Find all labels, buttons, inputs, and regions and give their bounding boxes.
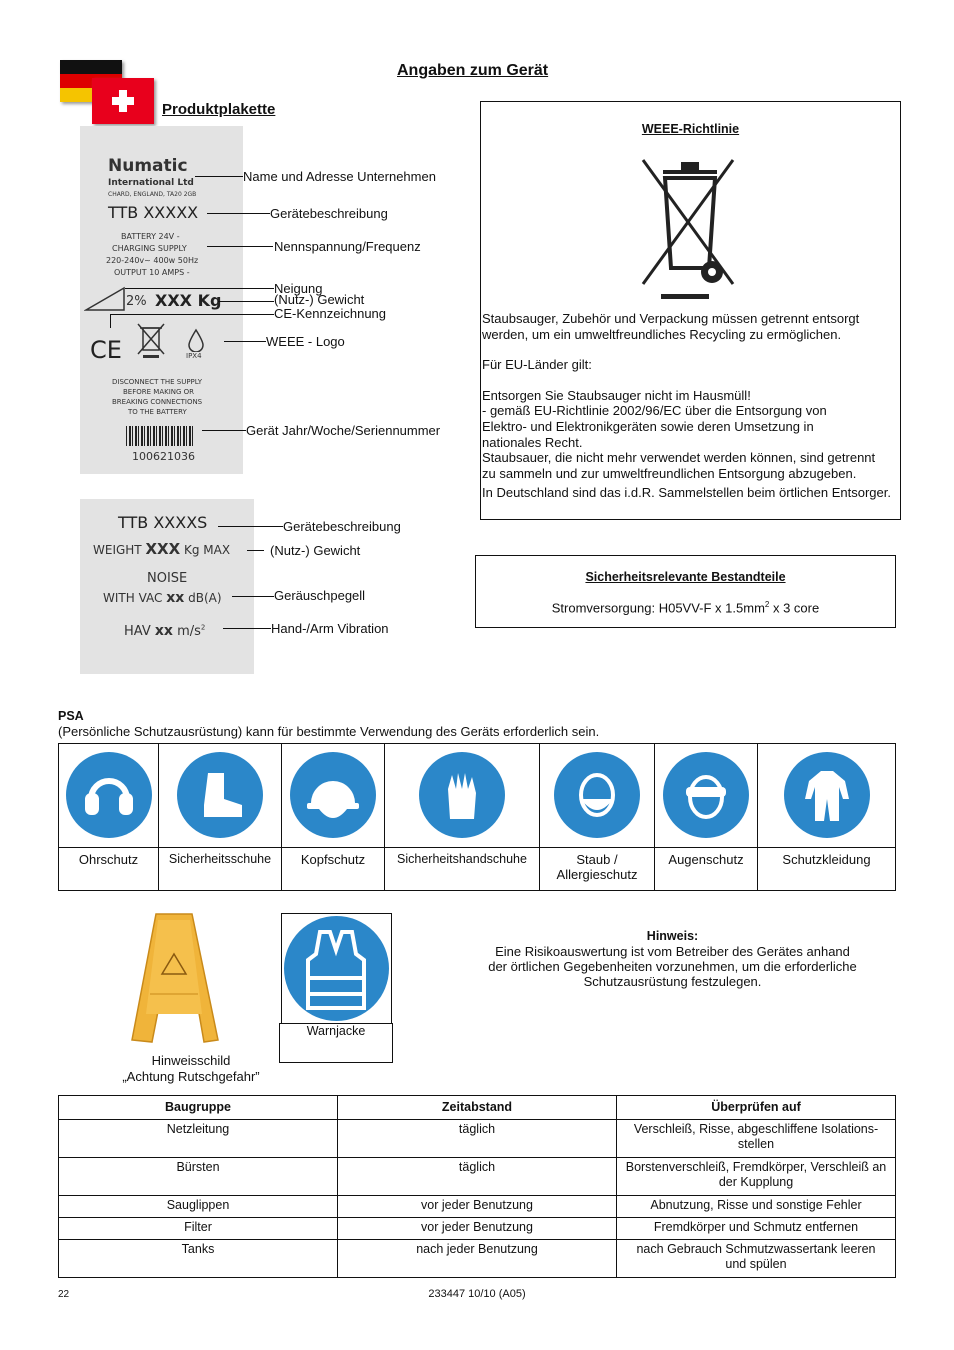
- ppe-label-gloves: Sicherheitshandschuhe: [385, 848, 540, 891]
- callout-line: [218, 301, 274, 302]
- ppe-cell: [655, 744, 758, 848]
- vest-icon-box: [281, 913, 392, 1024]
- table-cell: Filter: [59, 1217, 338, 1239]
- table-cell: nach Gebrauch Schmutzwassertank leeren und spülen: [617, 1239, 896, 1277]
- flag-switzerland-icon: [92, 78, 154, 124]
- ppe-label-goggles: Augenschutz: [655, 848, 758, 891]
- callout2-description: Gerätebeschreibung: [283, 519, 401, 534]
- plate2-hav-prefix: HAV: [124, 624, 151, 639]
- weee-box: [480, 101, 901, 520]
- ppe-label-coverall: Schutzkleidung: [758, 848, 896, 891]
- weee-line-1: Entsorgen Sie Staubsauger nicht im Hausmüll!: [482, 387, 751, 403]
- plate2-model: TTB XXXXS: [118, 513, 208, 532]
- plate2-hav-unit: m/s: [177, 624, 201, 639]
- water-drop-icon: [186, 328, 206, 352]
- plate2-weight-line: [93, 540, 230, 558]
- table-cell: Tanks: [59, 1239, 338, 1277]
- callout-slope: Neigung: [274, 281, 323, 296]
- plate2-vac-prefix: WITH VAC: [103, 591, 163, 605]
- table-cell: Netzleitung: [59, 1119, 338, 1157]
- plate-ipx: IPX4: [186, 352, 202, 360]
- plate2-weight-suffix: Kg MAX: [184, 543, 231, 557]
- table-cell: täglich: [338, 1157, 617, 1195]
- plate2-vac-line: [103, 590, 222, 606]
- ppe-label-ear: Ohrschutz: [59, 848, 159, 891]
- weee-line-3: Elektro- und Elektronikgeräten sowie deren Umsetzung in: [482, 418, 814, 434]
- goggles-icon: [663, 752, 749, 838]
- callout2-weight: (Nutz-) Gewicht: [270, 543, 361, 558]
- ppe-label-boots: Sicherheitsschuhe: [159, 848, 282, 891]
- maintenance-table: [58, 1095, 896, 1278]
- ppe-cell: [59, 744, 159, 848]
- table-row: [59, 1239, 896, 1277]
- gloves-icon: [419, 752, 505, 838]
- callout-line: [202, 430, 246, 431]
- section-title: Produktplakette: [162, 101, 276, 118]
- weee-small-icon: [136, 322, 166, 360]
- callout-voltage: Nennspannung/Frequenz: [274, 239, 421, 254]
- callout2-noise: Geräuschpegell: [274, 588, 366, 603]
- table-cell: täglich: [338, 1119, 617, 1157]
- table-header-row: [59, 1096, 896, 1120]
- weee-line-6: zu sammeln und zur umweltfreundlichen Entsorgung abzugeben.: [482, 465, 857, 481]
- hinweis-title: Hinweis:: [646, 929, 699, 943]
- callout-line: [195, 176, 243, 177]
- safety-boot-icon: [177, 752, 263, 838]
- hinweis-line-2: der örtlichen Gegebenheiten vorzunehmen, um die erforderliche: [488, 959, 857, 974]
- psa-subtitle: (Persönliche Schutzausrüstung) kann für bestimmte Verwendung des Geräts erforderlich sein.: [58, 724, 600, 739]
- ear-protection-icon: [66, 752, 152, 838]
- callout-line: [207, 246, 273, 247]
- safety-text: [476, 600, 895, 615]
- callout-serial: Gerät Jahr/Woche/Seriennummer: [246, 423, 441, 438]
- weee-para-1: Staubsauger, Zubehör und Verpackung müssen getrennt entsorgt werden, um ein umweltfreundliches Recycling zu ermöglichen.: [482, 311, 860, 342]
- weee-bin-icon: [641, 152, 741, 302]
- page-number: 22: [58, 1289, 70, 1300]
- table-row: [59, 1195, 896, 1217]
- plate-model: TTB XXXXX: [108, 203, 199, 222]
- safety-title: Sicherheitsrelevante Bestandteile: [585, 570, 786, 584]
- table-cell: Fremdkörper und Schmutz entfernen: [617, 1217, 896, 1239]
- ppe-cell: [385, 744, 540, 848]
- callout2-vibration: Hand-/Arm Vibration: [271, 621, 389, 636]
- product-plate: [80, 126, 243, 474]
- table-cell: Bürsten: [59, 1157, 338, 1195]
- ppe-cell: [758, 744, 896, 848]
- plate2-hav-value: xx: [154, 623, 173, 639]
- plate-supply-1: BATTERY 24V -: [121, 232, 180, 241]
- ppe-label-mask: Staub / Allergieschutz: [540, 848, 655, 891]
- vest-label: Warnjacke: [306, 1024, 366, 1038]
- table-cell: vor jeder Benutzung: [338, 1217, 617, 1239]
- weee-para-2: Für EU-Länder gilt:: [482, 357, 592, 373]
- ppe-label-helmet: Kopfschutz: [282, 848, 385, 891]
- plate2-hav-exp: 2: [200, 623, 206, 632]
- vest-label-box: [279, 1023, 393, 1063]
- plate-slope: 2%: [126, 294, 147, 309]
- table-cell: Sauglippen: [59, 1195, 338, 1217]
- slope-triangle-icon: [84, 286, 126, 312]
- ppe-cell: [282, 744, 385, 848]
- weee-line-4: nationales Recht.: [482, 434, 583, 450]
- plate-supply-3: 220-240v~ 400w 50Hz: [106, 256, 199, 265]
- callout-line: [232, 596, 274, 597]
- plate-weight: XXX Kg: [155, 291, 222, 310]
- callout-line: [218, 526, 283, 527]
- callout-line: [223, 628, 271, 629]
- callout-line: [207, 213, 270, 214]
- hi-vis-vest-icon: [284, 916, 389, 1021]
- table-row: [59, 1119, 896, 1157]
- table-row: [59, 1157, 896, 1195]
- hinweis-line-3: Schutzausrüstung festzulegen.: [583, 974, 762, 989]
- weee-line-2: - gemäß EU-Richtlinie 2002/96/EC über die Entsorgung von: [482, 403, 827, 419]
- plate2-noise: NOISE: [147, 571, 188, 586]
- wet-floor-sign-icon: [122, 910, 222, 1045]
- callout-company: Name und Adresse Unternehmen: [243, 169, 436, 184]
- plate-serial: 100621036: [132, 450, 195, 463]
- page-title: Angaben zum Gerät: [397, 62, 549, 79]
- document-code: 233447 10/10 (A05): [428, 1288, 526, 1300]
- plate-warning-2: BEFORE MAKING OR: [123, 388, 195, 396]
- callout-description: Gerätebeschreibung: [270, 206, 388, 221]
- plate-supply-2: CHARGING SUPPLY: [112, 244, 187, 253]
- weee-line-5: Staubsauer, die nicht mehr verwendet werden können, sind getrennt: [482, 450, 876, 466]
- callout-ce: CE-Kennzeichnung: [274, 306, 387, 321]
- table-cell: Verschleiß, Risse, abgeschliffene Isolations-stellen: [617, 1119, 896, 1157]
- plate-company: International Ltd: [108, 178, 194, 188]
- coverall-icon: [784, 752, 870, 838]
- weee-para-4: In Deutschland sind das i.d.R. Sammelstellen beim örtlichen Entsorger.: [482, 485, 891, 501]
- column-header: Zeitabstand: [338, 1096, 617, 1120]
- weee-title: WEEE-Richtlinie: [641, 122, 740, 136]
- plate2-weight-value: XXX: [145, 540, 181, 558]
- callout-line: [125, 288, 274, 289]
- plate-address: CHARD, ENGLAND, TA20 2GB: [108, 191, 197, 198]
- plate2-hav-line: [124, 623, 205, 639]
- helmet-icon: [290, 752, 376, 838]
- ppe-cell: [540, 744, 655, 848]
- sign-caption-1: Hinweisschild: [151, 1053, 231, 1068]
- safety-box: [475, 555, 896, 628]
- ppe-cell: [159, 744, 282, 848]
- plate2-vac-value: xx: [166, 590, 185, 606]
- callout-weight: (Nutz-) Gewicht: [274, 292, 365, 307]
- plate2-weight-prefix: WEIGHT: [93, 543, 142, 557]
- callout-line: [110, 314, 274, 315]
- callout-line: [110, 314, 111, 328]
- column-header: Baugruppe: [59, 1096, 338, 1120]
- plate-supply-4: OUTPUT 10 AMPS -: [114, 268, 190, 277]
- table-cell: vor jeder Benutzung: [338, 1195, 617, 1217]
- plate-warning-1: DISCONNECT THE SUPPLY: [112, 378, 203, 386]
- table-cell: nach jeder Benutzung: [338, 1239, 617, 1277]
- callout-line: [224, 341, 266, 342]
- safety-text-prefix: Stromversorgung: H05VV-F x 1.5mm: [551, 600, 765, 616]
- psa-title: PSA: [58, 709, 84, 723]
- plate-warning-3: BREAKING CONNECTIONS: [112, 398, 203, 406]
- column-header: Überprüfen auf: [617, 1096, 896, 1120]
- safety-text-sup: 2: [764, 600, 770, 609]
- ppe-table: [58, 743, 896, 891]
- callout-line: [247, 550, 264, 551]
- ce-mark-icon: CE: [90, 336, 122, 364]
- table-row: [59, 1217, 896, 1239]
- safety-text-suffix: x 3 core: [769, 600, 820, 616]
- table-cell: Borstenverschleiß, Fremdkörper, Verschleiß an der Kupplung: [617, 1157, 896, 1195]
- dust-mask-icon: [554, 752, 640, 838]
- plate-brand: Numatic: [108, 156, 188, 176]
- plate2-vac-suffix: dB(A): [188, 591, 222, 605]
- hinweis-line-1: Eine Risikoauswertung ist vom Betreiber des Gerätes anhand: [495, 944, 850, 959]
- sign-caption-2: „Achtung Rutschgefahr”: [122, 1069, 260, 1084]
- barcode: [126, 426, 194, 446]
- table-cell: Abnutzung, Risse und sonstige Fehler: [617, 1195, 896, 1217]
- callout-weee: WEEE - Logo: [266, 334, 345, 349]
- plate-warning-4: TO THE BATTERY: [128, 408, 187, 416]
